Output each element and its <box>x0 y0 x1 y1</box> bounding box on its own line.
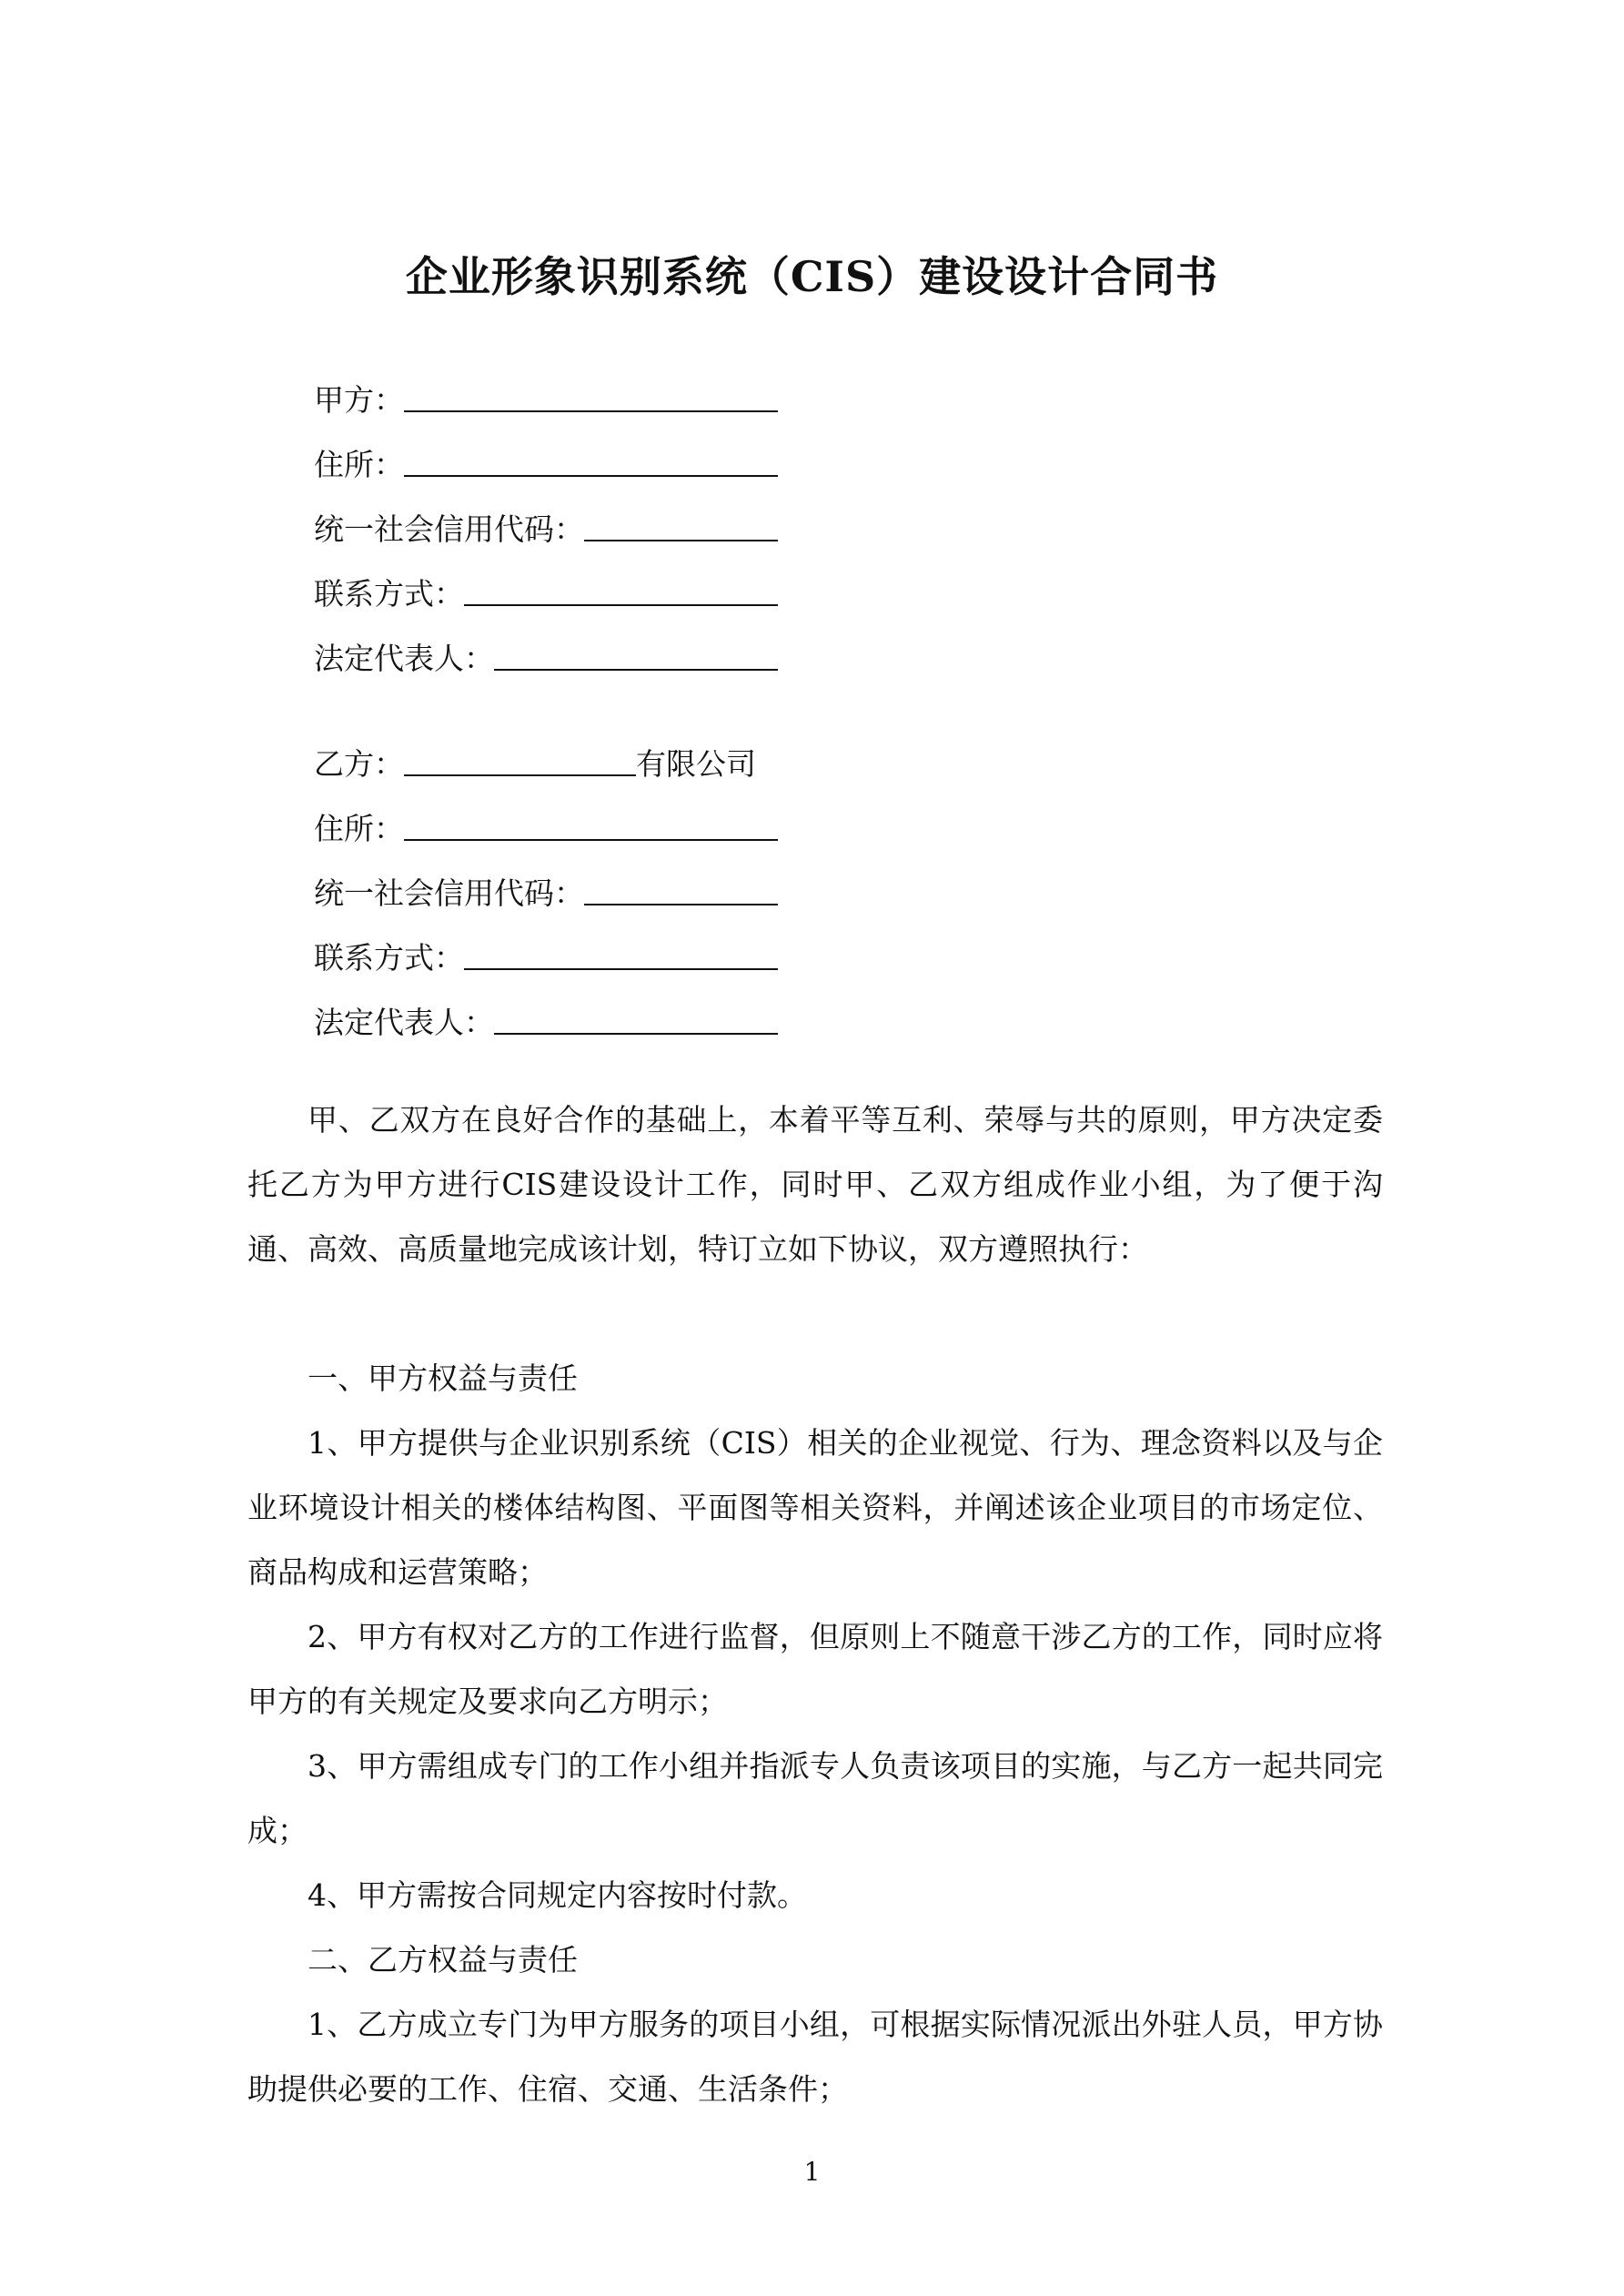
party-b-credit-code-row <box>314 848 778 913</box>
party-a-address-blank <box>404 475 778 477</box>
section-1-item: 4、甲方需按合同规定内容按时付款。 <box>308 1877 807 1913</box>
party-b-credit-code-blank <box>584 904 778 905</box>
party-a-credit-code-blank <box>584 540 778 541</box>
party-b-address-label: 住所： <box>314 811 404 846</box>
party-a-credit-code-label: 统一社会信用代码： <box>314 511 584 547</box>
section-1-item: 1、甲方提供与企业识别系统（CIS）相关的企业视觉、行为、理念资料以及与企业环境设计相关的楼体结构图、平面图等相关资料，并阐述该企业项目的市场定位、商品构成和运营策略； <box>247 1425 1383 1590</box>
section-1-item: 3、甲方需组成专门的工作小组并指派专人负责该项目的实施，与乙方一起共同完成； <box>247 1748 1383 1848</box>
party-a-contact-row <box>314 549 778 613</box>
party-a-address-label: 住所： <box>314 447 404 482</box>
party-b-contact-blank <box>464 968 778 970</box>
party-a-name-blank <box>404 410 778 412</box>
party-b-legal-rep-blank <box>494 1033 778 1035</box>
party-b-legal-rep-row <box>314 977 778 1042</box>
party-b-name-label: 乙方： <box>314 746 404 782</box>
page-title: 企业形象识别系统（CIS）建设设计合同书 <box>405 252 1219 301</box>
party-a-credit-code-row <box>314 484 778 549</box>
section-1-heading: 一、甲方权益与责任 <box>308 1360 578 1396</box>
section-2-heading: 二、乙方权益与责任 <box>308 1942 578 1977</box>
party-b-contact-label: 联系方式： <box>314 940 464 976</box>
section-2-item: 1、乙方成立专门为甲方服务的项目小组，可根据实际情况派出外驻人员，甲方协助提供必要的工作、住宿、交通、生活条件； <box>247 2007 1383 2107</box>
party-b-credit-code-label: 统一社会信用代码： <box>314 875 584 911</box>
party-b-name-row <box>314 719 778 784</box>
party-b-address-blank <box>404 839 778 841</box>
party-a-contact-blank <box>464 604 778 606</box>
page-number: 1 <box>803 2157 821 2187</box>
intro-paragraph: 甲、乙双方在良好合作的基础上，本着平等互利、荣辱与共的原则，甲方决定委托乙方为甲方进行CIS建设设计工作，同时甲、乙双方组成作业小组，为了便于沟通、高效、高质量地完成该计划，特订立如下协议，双方遵照执行： <box>247 1102 1383 1267</box>
party-b-address-row <box>314 784 778 848</box>
party-a-legal-rep-row <box>314 613 778 678</box>
party-a-name-label: 甲方： <box>314 382 404 418</box>
party-a-address-row <box>314 420 778 484</box>
party-b-block <box>314 719 778 1042</box>
party-a-block <box>314 355 778 678</box>
party-b-contact-row <box>314 913 778 977</box>
party-a-legal-rep-blank <box>494 669 778 671</box>
party-a-legal-rep-label: 法定代表人： <box>314 641 494 676</box>
party-b-name-blank <box>404 774 636 776</box>
party-a-contact-label: 联系方式： <box>314 576 464 612</box>
party-b-legal-rep-label: 法定代表人： <box>314 1005 494 1040</box>
section-1-item: 2、甲方有权对乙方的工作进行监督，但原则上不随意干涉乙方的工作，同时应将甲方的有关规定及要求向乙方明示； <box>247 1619 1383 1719</box>
party-a-name-row <box>314 355 778 420</box>
party-b-name-suffix: 有限公司 <box>636 746 756 782</box>
contract-body <box>247 1087 1383 2121</box>
